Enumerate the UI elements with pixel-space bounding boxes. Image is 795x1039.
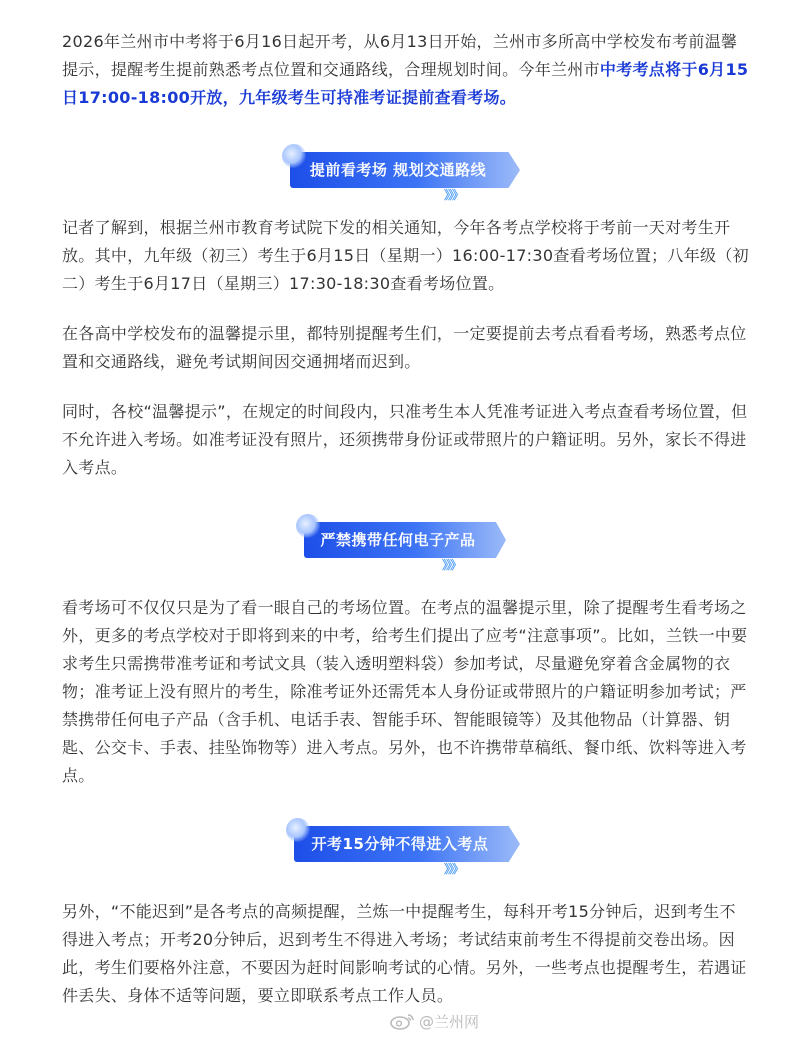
- section-heading-2-label: 严禁携带任何电子产品: [320, 531, 476, 549]
- paragraph-reminder: 在各高中学校发布的温馨提示里，都特别提醒考生们，一定要提前去考点看看考场，熟悉考点位置和交通路线，避免考试期间因交通拥堵而迟到。: [62, 324, 747, 371]
- paragraph-intro-text: 2026年兰州市中考将于6月16日起开考，从6月13日开始，兰州市多所高中学校发布考前温馨提示，提醒考生提前熟悉考点位置和交通路线，合理规划时间。今年兰州市: [62, 32, 738, 79]
- watermark-text: @兰州网: [418, 1012, 479, 1031]
- section-heading-3: [294, 826, 520, 876]
- paragraph-intro: [62, 28, 752, 112]
- paragraph-notices: 看考场可不仅仅只是为了看一眼自己的考场位置。在考点的温馨提示里，除了提醒考生看考场之外，更多的考点学校对于即将到来的中考，给考生们提出了应考“注意事项”。比如，兰铁一中要求考生只需携带准考证和考试文具（装入透明塑料袋）参加考试，尽量避免穿着含金属物的衣物；准考证上没有照片的考生，除准考证外还需凭本人身份证或带照片的户籍证明参加考试；严禁携带任何电子产品（含手机、电话手表、智能手环、智能眼镜等）及其他物品（计算器、钥匙、公交卡、手表、挂坠饰物等）进入考点。另外，也不许携带草稿纸、餐巾纸、饮料等进入考点。: [62, 598, 748, 785]
- paragraph-schedule: 记者了解到，根据兰州市教育考试院下发的相关通知，今年各考点学校将于考前一天对考生开放。其中，九年级（初三）考生于6月15日（星期一）16:00-17:30查看考场位置；八年级（初二）考生于6月17日（星期三）17:30-18:30查看考场位置。: [62, 218, 749, 293]
- chevron-right-icon: 》》》: [444, 862, 463, 876]
- paragraph-late-arrival: 另外，“不能迟到”是各考点的高频提醒，兰炼一中提醒考生，每科开考15分钟后，迟到考生不得进入考点；开考20分钟后，迟到考生不得进入考场；考试结束前考生不得提前交卷出场。因此，考生们要格外注意，不要因为赶时间影响考试的心情。另外，一些考点也提醒考生，若遇证件丢失、身体不适等问题，要立即联系考点工作人员。: [62, 902, 747, 1005]
- watermark: [389, 1010, 479, 1032]
- section-heading-3-label: 开考15分钟不得进入考点: [311, 835, 489, 853]
- section-heading-1-label: 提前看考场 规划交通路线: [309, 161, 487, 179]
- paragraph-rules-entry: 同时，各校“温馨提示”，在规定的时间段内，只准考生本人凭准考证进入考点查看考场位置，但不允许进入考场。如准考证没有照片，还须携带身份证或带照片的户籍证明。另外，家长不得进入考点。: [62, 402, 748, 477]
- weibo-icon: [389, 1012, 415, 1030]
- paragraph-intro-highlight: 中考考点将于6月15日17:00-18:00开放，九年级考生可持准考证提前查看考场。: [62, 60, 749, 107]
- section-heading-2: [304, 522, 506, 572]
- chevron-right-icon: 》》》: [442, 558, 461, 572]
- section-heading-1: [290, 152, 520, 202]
- chevron-right-icon: 》》》: [444, 188, 463, 202]
